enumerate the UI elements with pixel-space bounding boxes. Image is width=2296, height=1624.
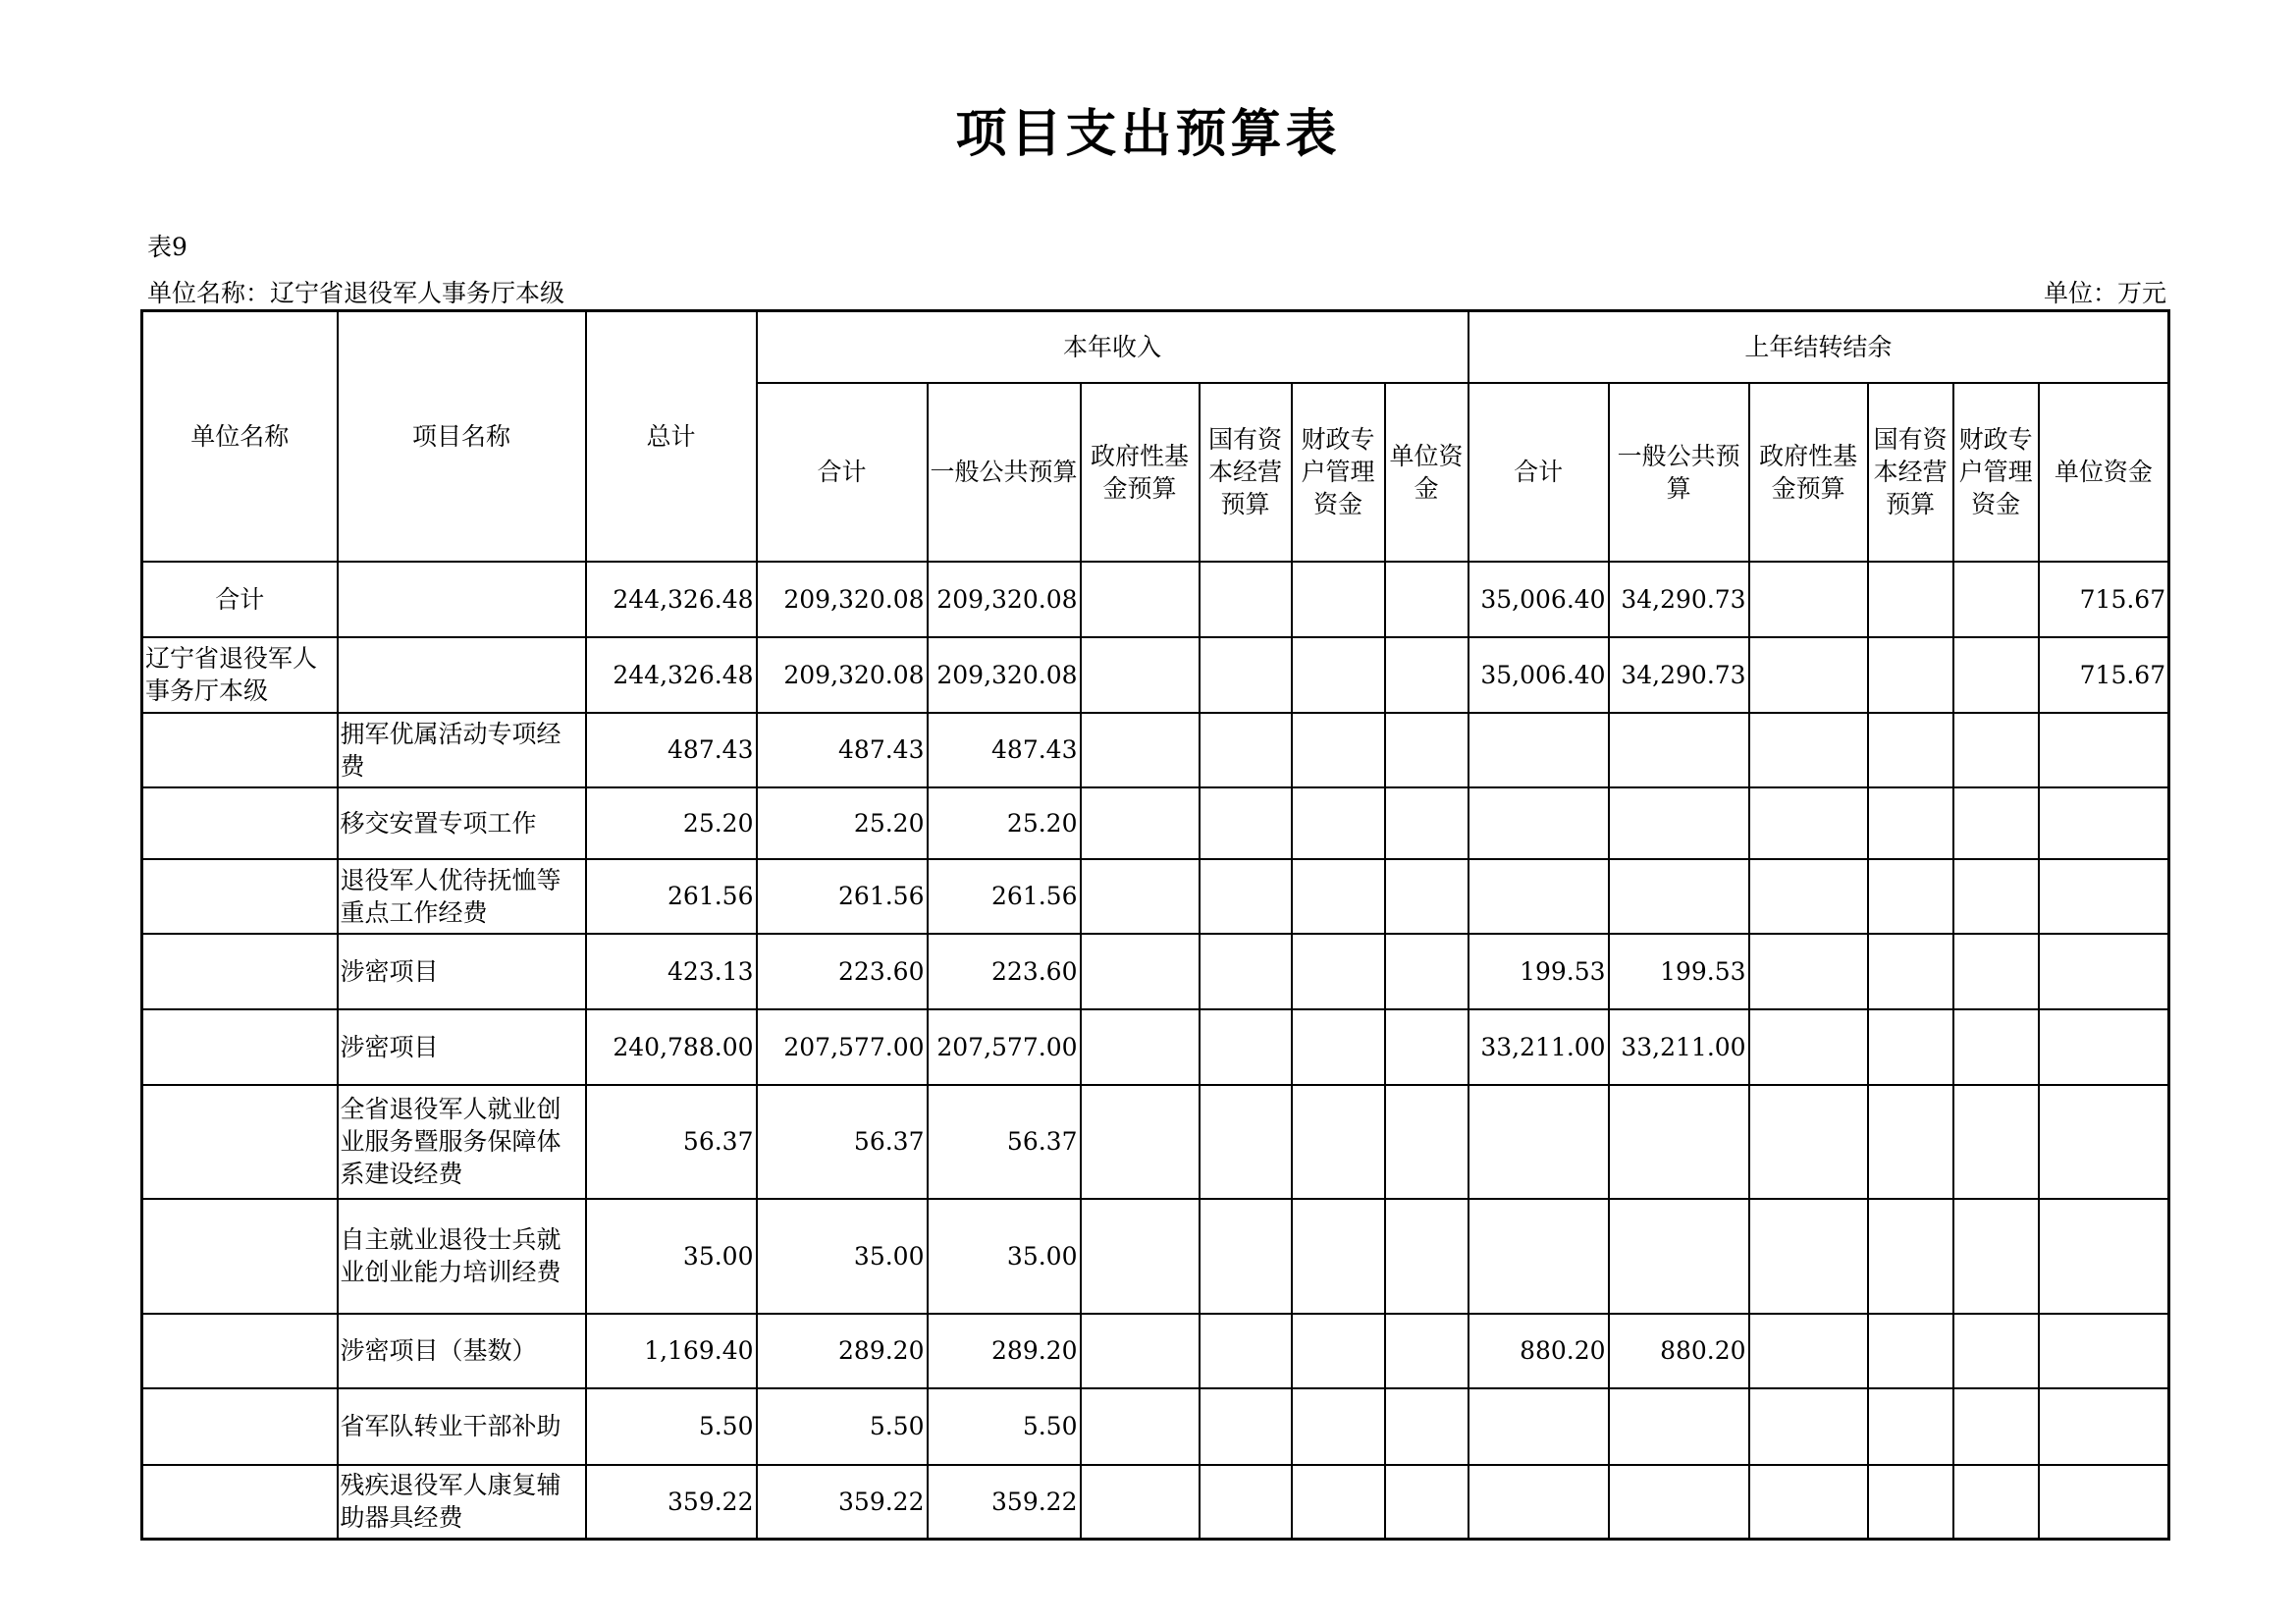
cell-amount bbox=[2039, 1388, 2169, 1465]
header-ly-total: 合计 bbox=[1468, 383, 1609, 562]
table-row bbox=[142, 1199, 2169, 1314]
header-total: 总计 bbox=[586, 311, 757, 562]
cell-amount bbox=[1953, 787, 2039, 859]
cell-amount bbox=[2039, 713, 2169, 787]
cell-amount bbox=[1953, 562, 2039, 637]
cell-amount bbox=[1868, 1388, 1953, 1465]
cell-amount: 5.50 bbox=[586, 1388, 757, 1465]
cell-amount bbox=[1292, 1388, 1385, 1465]
cell-unit-name bbox=[142, 934, 338, 1009]
table-row bbox=[142, 713, 2169, 787]
header-cy-fiscal-special: 财政专户管理资金 bbox=[1292, 383, 1385, 562]
table-row bbox=[142, 1085, 2169, 1199]
cell-amount: 209,320.08 bbox=[757, 637, 928, 713]
cell-amount: 25.20 bbox=[757, 787, 928, 859]
unit-name-label: 单位名称：辽宁省退役军人事务厅本级 bbox=[147, 279, 565, 307]
cell-amount: 240,788.00 bbox=[586, 1009, 757, 1085]
unit-label: 单位：万元 bbox=[2043, 279, 2166, 307]
cell-amount bbox=[1468, 1465, 1609, 1540]
cell-amount bbox=[1749, 1199, 1868, 1314]
cell-amount bbox=[1953, 1314, 2039, 1388]
cell-amount bbox=[1081, 1314, 1200, 1388]
cell-amount bbox=[1385, 637, 1468, 713]
cell-amount bbox=[1609, 1085, 1749, 1199]
header-cy-gov-fund: 政府性基金预算 bbox=[1081, 383, 1200, 562]
cell-amount: 289.20 bbox=[757, 1314, 928, 1388]
cell-amount bbox=[1200, 787, 1292, 859]
cell-amount bbox=[1385, 713, 1468, 787]
cell-amount: 359.22 bbox=[586, 1465, 757, 1540]
cell-amount: 209,320.08 bbox=[928, 562, 1081, 637]
cell-amount: 359.22 bbox=[757, 1465, 928, 1540]
cell-amount bbox=[1200, 562, 1292, 637]
cell-amount bbox=[1868, 562, 1953, 637]
cell-amount bbox=[1081, 1199, 1200, 1314]
cell-amount bbox=[1292, 1199, 1385, 1314]
table-row bbox=[142, 934, 2169, 1009]
cell-amount: 207,577.00 bbox=[757, 1009, 928, 1085]
cell-project-name: 移交安置专项工作 bbox=[338, 787, 586, 859]
cell-unit-name bbox=[142, 787, 338, 859]
header-project-name: 项目名称 bbox=[338, 311, 586, 562]
cell-amount bbox=[1749, 1314, 1868, 1388]
cell-amount bbox=[1953, 1465, 2039, 1540]
cell-amount bbox=[1868, 1199, 1953, 1314]
cell-amount bbox=[1609, 713, 1749, 787]
cell-amount bbox=[1953, 637, 2039, 713]
cell-amount: 5.50 bbox=[928, 1388, 1081, 1465]
cell-amount: 487.43 bbox=[757, 713, 928, 787]
table-row bbox=[142, 859, 2169, 934]
cell-amount: 25.20 bbox=[928, 787, 1081, 859]
cell-unit-name bbox=[142, 1085, 338, 1199]
cell-amount bbox=[1292, 637, 1385, 713]
cell-amount bbox=[1953, 1199, 2039, 1314]
header-cy-total: 合计 bbox=[757, 383, 928, 562]
cell-amount bbox=[1200, 1388, 1292, 1465]
cell-amount bbox=[1468, 1199, 1609, 1314]
cell-project-name: 涉密项目 bbox=[338, 1009, 586, 1085]
cell-amount: 199.53 bbox=[1468, 934, 1609, 1009]
cell-unit-name bbox=[142, 713, 338, 787]
cell-amount bbox=[1081, 1388, 1200, 1465]
cell-amount bbox=[1200, 637, 1292, 713]
cell-amount bbox=[1292, 1314, 1385, 1388]
cell-amount: 244,326.48 bbox=[586, 562, 757, 637]
cell-amount: 56.37 bbox=[586, 1085, 757, 1199]
cell-amount bbox=[1200, 1009, 1292, 1085]
cell-amount bbox=[1868, 637, 1953, 713]
cell-project-name: 涉密项目 bbox=[338, 934, 586, 1009]
cell-amount bbox=[1081, 637, 1200, 713]
cell-amount: 261.56 bbox=[586, 859, 757, 934]
cell-amount bbox=[1868, 787, 1953, 859]
cell-amount: 223.60 bbox=[928, 934, 1081, 1009]
cell-amount bbox=[1200, 1085, 1292, 1199]
cell-amount bbox=[1749, 1388, 1868, 1465]
cell-unit-name: 合计 bbox=[142, 562, 338, 637]
cell-amount bbox=[1609, 859, 1749, 934]
cell-amount bbox=[1749, 713, 1868, 787]
budget-table bbox=[140, 309, 2170, 1541]
cell-amount bbox=[1868, 1314, 1953, 1388]
cell-amount: 423.13 bbox=[586, 934, 757, 1009]
cell-amount bbox=[1292, 562, 1385, 637]
cell-amount bbox=[1292, 713, 1385, 787]
cell-amount bbox=[2039, 934, 2169, 1009]
table-row bbox=[142, 1388, 2169, 1465]
cell-amount bbox=[1749, 1465, 1868, 1540]
cell-amount: 56.37 bbox=[757, 1085, 928, 1199]
cell-amount bbox=[1953, 713, 2039, 787]
cell-amount bbox=[1081, 1085, 1200, 1199]
cell-amount bbox=[1953, 859, 2039, 934]
cell-project-name: 省军队转业干部补助 bbox=[338, 1388, 586, 1465]
cell-amount bbox=[1081, 562, 1200, 637]
cell-amount bbox=[1468, 1085, 1609, 1199]
cell-amount bbox=[1609, 1388, 1749, 1465]
cell-amount: 359.22 bbox=[928, 1465, 1081, 1540]
cell-amount bbox=[1292, 787, 1385, 859]
cell-amount bbox=[1749, 934, 1868, 1009]
cell-unit-name bbox=[142, 1314, 338, 1388]
cell-amount bbox=[2039, 1314, 2169, 1388]
cell-amount bbox=[1292, 934, 1385, 1009]
cell-amount: 56.37 bbox=[928, 1085, 1081, 1199]
cell-unit-name bbox=[142, 1199, 338, 1314]
cell-unit-name bbox=[142, 1465, 338, 1540]
cell-amount: 209,320.08 bbox=[928, 637, 1081, 713]
cell-amount bbox=[1468, 1388, 1609, 1465]
cell-amount bbox=[1868, 1085, 1953, 1199]
cell-amount bbox=[1385, 1199, 1468, 1314]
cell-amount bbox=[1081, 713, 1200, 787]
header-cy-state-capital: 国有资本经营预算 bbox=[1200, 383, 1292, 562]
cell-amount bbox=[1385, 1465, 1468, 1540]
header-ly-general: 一般公共预算 bbox=[1609, 383, 1749, 562]
cell-amount bbox=[1609, 1465, 1749, 1540]
cell-amount bbox=[1200, 859, 1292, 934]
cell-amount bbox=[1868, 934, 1953, 1009]
cell-amount bbox=[1200, 713, 1292, 787]
cell-amount bbox=[1749, 637, 1868, 713]
cell-amount bbox=[1385, 1009, 1468, 1085]
header-last-year: 上年结转结余 bbox=[1468, 311, 2169, 383]
cell-amount bbox=[1385, 859, 1468, 934]
header-unit-name: 单位名称 bbox=[142, 311, 338, 562]
cell-amount: 33,211.00 bbox=[1609, 1009, 1749, 1085]
cell-amount bbox=[1081, 934, 1200, 1009]
header-cy-unit-fund: 单位资金 bbox=[1385, 383, 1468, 562]
table-id: 表9 bbox=[147, 233, 187, 261]
cell-amount bbox=[1200, 1199, 1292, 1314]
cell-project-name: 全省退役军人就业创业服务暨服务保障体系建设经费 bbox=[338, 1085, 586, 1199]
table-row bbox=[142, 787, 2169, 859]
cell-amount bbox=[1385, 1314, 1468, 1388]
cell-amount: 35,006.40 bbox=[1468, 637, 1609, 713]
cell-amount: 289.20 bbox=[928, 1314, 1081, 1388]
cell-amount bbox=[1749, 1009, 1868, 1085]
cell-amount bbox=[2039, 859, 2169, 934]
cell-amount bbox=[1081, 1009, 1200, 1085]
header-ly-fiscal-special: 财政专户管理资金 bbox=[1953, 383, 2039, 562]
cell-amount bbox=[1868, 1009, 1953, 1085]
cell-amount bbox=[1292, 1465, 1385, 1540]
cell-amount: 33,211.00 bbox=[1468, 1009, 1609, 1085]
cell-amount bbox=[2039, 1199, 2169, 1314]
cell-amount bbox=[1081, 787, 1200, 859]
cell-amount bbox=[1468, 787, 1609, 859]
cell-amount: 34,290.73 bbox=[1609, 562, 1749, 637]
cell-amount: 487.43 bbox=[928, 713, 1081, 787]
cell-amount: 487.43 bbox=[586, 713, 757, 787]
cell-amount: 25.20 bbox=[586, 787, 757, 859]
cell-amount bbox=[1953, 1085, 2039, 1199]
cell-amount bbox=[1385, 562, 1468, 637]
cell-amount: 34,290.73 bbox=[1609, 637, 1749, 713]
cell-amount bbox=[1292, 1009, 1385, 1085]
cell-amount bbox=[2039, 1009, 2169, 1085]
cell-amount bbox=[2039, 1085, 2169, 1199]
cell-amount: 5.50 bbox=[757, 1388, 928, 1465]
header-ly-state-capital: 国有资本经营预算 bbox=[1868, 383, 1953, 562]
header-current-year: 本年收入 bbox=[757, 311, 1468, 383]
cell-amount bbox=[1749, 1085, 1868, 1199]
page-title: 项目支出预算表 bbox=[955, 105, 1341, 164]
cell-project-name bbox=[338, 637, 586, 713]
header-ly-unit-fund: 单位资金 bbox=[2039, 383, 2169, 562]
cell-unit-name bbox=[142, 859, 338, 934]
cell-amount: 199.53 bbox=[1609, 934, 1749, 1009]
cell-amount bbox=[2039, 787, 2169, 859]
cell-project-name: 自主就业退役士兵就业创业能力培训经费 bbox=[338, 1199, 586, 1314]
cell-project-name: 拥军优属活动专项经费 bbox=[338, 713, 586, 787]
cell-amount bbox=[1953, 934, 2039, 1009]
table-row bbox=[142, 1314, 2169, 1388]
header-ly-gov-fund: 政府性基金预算 bbox=[1749, 383, 1868, 562]
cell-project-name: 涉密项目（基数） bbox=[338, 1314, 586, 1388]
cell-amount bbox=[1385, 1388, 1468, 1465]
cell-amount bbox=[1953, 1009, 2039, 1085]
cell-project-name bbox=[338, 562, 586, 637]
cell-amount: 880.20 bbox=[1468, 1314, 1609, 1388]
cell-unit-name: 辽宁省退役军人事务厅本级 bbox=[142, 637, 338, 713]
cell-amount bbox=[1200, 934, 1292, 1009]
cell-amount: 244,326.48 bbox=[586, 637, 757, 713]
cell-amount: 1,169.40 bbox=[586, 1314, 757, 1388]
cell-amount bbox=[1868, 713, 1953, 787]
cell-project-name: 退役军人优待抚恤等重点工作经费 bbox=[338, 859, 586, 934]
cell-amount bbox=[1868, 859, 1953, 934]
cell-amount: 880.20 bbox=[1609, 1314, 1749, 1388]
table-row bbox=[142, 637, 2169, 713]
cell-amount: 223.60 bbox=[757, 934, 928, 1009]
cell-amount bbox=[1609, 787, 1749, 859]
table-row bbox=[142, 1465, 2169, 1540]
cell-amount: 35.00 bbox=[586, 1199, 757, 1314]
cell-amount bbox=[1385, 787, 1468, 859]
cell-amount: 261.56 bbox=[757, 859, 928, 934]
header-cy-general: 一般公共预算 bbox=[928, 383, 1081, 562]
table-row bbox=[142, 1009, 2169, 1085]
cell-amount bbox=[1749, 562, 1868, 637]
cell-amount bbox=[1385, 934, 1468, 1009]
cell-amount: 35.00 bbox=[757, 1199, 928, 1314]
cell-amount bbox=[1468, 713, 1609, 787]
cell-amount bbox=[2039, 1465, 2169, 1540]
cell-unit-name bbox=[142, 1388, 338, 1465]
cell-amount bbox=[1868, 1465, 1953, 1540]
cell-amount: 207,577.00 bbox=[928, 1009, 1081, 1085]
cell-amount: 35,006.40 bbox=[1468, 562, 1609, 637]
table-row bbox=[142, 562, 2169, 637]
cell-amount bbox=[1749, 787, 1868, 859]
cell-amount bbox=[1200, 1314, 1292, 1388]
cell-amount bbox=[1749, 859, 1868, 934]
cell-unit-name bbox=[142, 1009, 338, 1085]
cell-amount: 715.67 bbox=[2039, 637, 2169, 713]
cell-project-name: 残疾退役军人康复辅助器具经费 bbox=[338, 1465, 586, 1540]
cell-amount bbox=[1292, 859, 1385, 934]
cell-amount: 209,320.08 bbox=[757, 562, 928, 637]
cell-amount bbox=[1200, 1465, 1292, 1540]
cell-amount bbox=[1081, 859, 1200, 934]
cell-amount: 35.00 bbox=[928, 1199, 1081, 1314]
cell-amount: 715.67 bbox=[2039, 562, 2169, 637]
cell-amount bbox=[1081, 1465, 1200, 1540]
cell-amount bbox=[1953, 1388, 2039, 1465]
cell-amount: 261.56 bbox=[928, 859, 1081, 934]
cell-amount bbox=[1292, 1085, 1385, 1199]
cell-amount bbox=[1609, 1199, 1749, 1314]
cell-amount bbox=[1468, 859, 1609, 934]
cell-amount bbox=[1385, 1085, 1468, 1199]
